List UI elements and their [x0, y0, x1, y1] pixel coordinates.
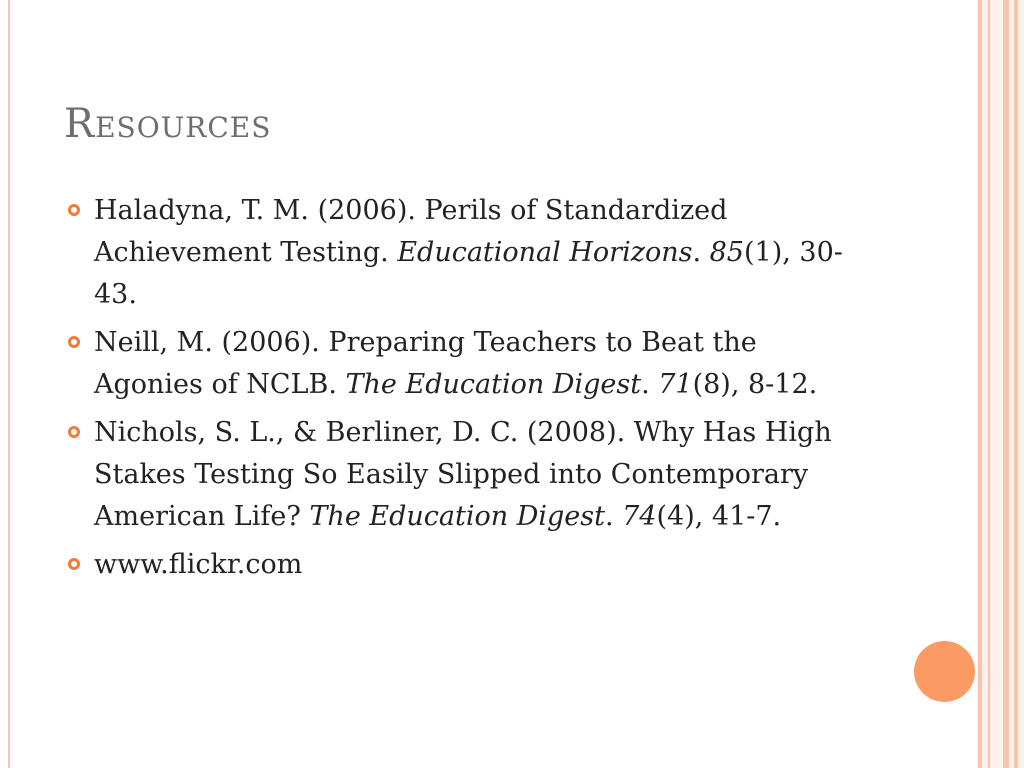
- journal-name: The Education Digest: [345, 369, 642, 400]
- bullet-icon: [68, 426, 80, 438]
- slide-border-left: [8, 0, 10, 768]
- website-link[interactable]: www.flickr.com: [94, 549, 303, 580]
- volume-number: 74: [622, 501, 657, 532]
- bullet-icon: [68, 204, 80, 216]
- volume-number: 85: [709, 237, 744, 268]
- reference-item: [64, 190, 864, 316]
- reference-pages: (8), 8-12.: [692, 369, 818, 400]
- journal-name: The Education Digest: [309, 501, 605, 532]
- bullet-icon: [68, 558, 80, 570]
- reference-separator: .: [641, 369, 659, 400]
- volume-number: 71: [658, 369, 693, 400]
- decor-stripe: [978, 0, 982, 768]
- decor-stripe: [1014, 0, 1018, 768]
- bullet-icon: [68, 336, 80, 348]
- reference-text: Neill, M. (2006). Preparing Teachers to Beat the Agonies of NCLB.: [94, 327, 757, 400]
- reference-separator: .: [692, 237, 710, 268]
- reference-item: [64, 544, 864, 586]
- reference-separator: .: [604, 501, 623, 532]
- reference-text: Haladyna, T. M. (2006). Perils of Standardized Achievement Testing.: [94, 195, 728, 268]
- decor-stripe: [988, 0, 990, 768]
- decor-circle: [914, 641, 975, 702]
- reference-pages: (1), 30-43.: [94, 237, 843, 310]
- slide-title: Resources: [64, 101, 272, 147]
- decor-stripe: [1003, 0, 1009, 768]
- reference-list: [64, 190, 864, 592]
- reference-pages: (4), 41-7.: [656, 501, 782, 532]
- reference-item: [64, 412, 864, 538]
- reference-text: Nichols, S. L., & Berliner, D. C. (2008). Why Has High Stakes Testing So Easily Slipped into Contemporary American Life?: [94, 417, 832, 532]
- reference-item: [64, 322, 864, 406]
- journal-name: Educational Horizons: [397, 237, 693, 268]
